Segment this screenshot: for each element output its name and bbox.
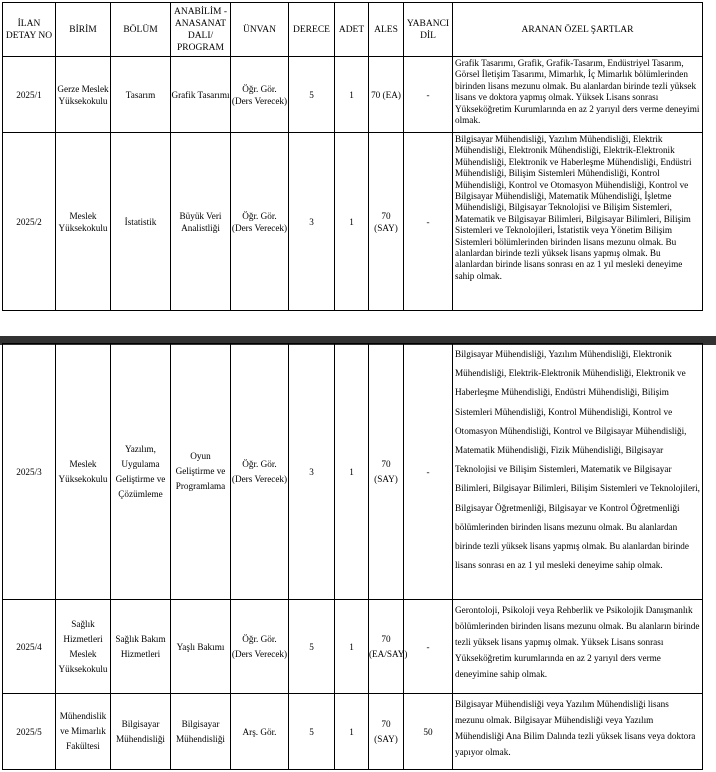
table-row <box>3 57 703 133</box>
header-unvan: ÜNVAN <box>231 3 289 57</box>
ales-cell: 70 (EA/SAY) <box>369 600 404 694</box>
sartlar-cell: Bilgisayar Mühendisliği, Yazılım Mühendisliği, Elektronik Mühendisliği, Elektrik-Elektronik Mühendisliği, Elektronik ve Haberleşme Mühendisliği, Endüstri Mühendisliği, Bilişim Sistemleri Mühendisliği, Kontrol Mühendisliği, Kontrol ve Otomasyon Mühendisliği, Kontrol ve Bilgisayar Mühendisliği, Matematik Mühendisliği, Fizik Mühendisliği, Bilgisayar Teknolojisi ve Bilişim Sistemleri, Matematik ve Bilgisayar Bilimleri, Bilgisayar Bilimleri, Bilişim Sistemleri ve Teknolojileri, Bilgisayar Öğretmenliği, Bilgisayar ve Kontrol Öğretmenliği bölümlerinden birinden lisans mezunu olmak. Bu alanlardan birinde tezli yüksek lisans yapmış olmak. Bu alanlardan birinde lisans sonrası en az 1 yıl mesleki deneyime sahip olmak. <box>453 344 703 600</box>
ales-cell: 70 (SAY) <box>369 133 404 311</box>
positions-table-part-2 <box>2 343 703 770</box>
unvan-cell: Öğr. Gör. (Ders Verecek) <box>231 600 289 694</box>
header-sartlar: ARANAN ÖZEL ŞARTLAR <box>453 3 703 57</box>
sartlar-cell: Grafik Tasarımı, Grafik, Grafik-Tasarım, Endüstriyel Tasarım, Görsel İletişim Tasarımı, Mimarlık, İç Mimarlık bölümlerinden birinden lisans mezunu olmak. Bu alanlardan birinde tezli yüksek lisans ve doktora yapmış olmak. Yüksek Lisans sonrası Yükseköğretim Kurumlarında en az 2 yarıyıl ders verme deneyimi olmak. <box>453 57 703 133</box>
adet-cell: 1 <box>335 57 369 133</box>
yabanci-dil-cell: - <box>404 344 453 600</box>
header-bolum: BÖLÜM <box>111 3 171 57</box>
derece-cell: 5 <box>289 694 335 770</box>
unvan-cell: Öğr. Gör. (Ders Verecek) <box>231 344 289 600</box>
bolum-cell: Tasarım <box>111 57 171 133</box>
header-row <box>3 3 703 57</box>
program-cell: Büyük Veri Analistliği <box>171 133 231 311</box>
ales-cell: 70 (SAY) <box>369 344 404 600</box>
positions-table-part-1 <box>2 2 703 311</box>
header-anabilim: ANABİLİM - ANASANAT DALI/ PROGRAM <box>171 3 231 57</box>
sartlar-cell: Bilgisayar Mühendisliği veya Yazılım Mühendisliği lisans mezunu olmak. Bilgisayar Mühendisliği veya Yazılım Mühendisliği Ana Bilim Dalında tezli yüksek lisans veya doktora yapıyor olmak. <box>453 694 703 770</box>
table-row <box>3 344 703 600</box>
sartlar-cell: Gerontoloji, Psikoloji veya Rehberlik ve Psikolojik Danışmanlık bölümlerinden birinden lisans mezunu olmak. Bu alanların birinde tezli yüksek lisans yapmış olmak. Yüksek Lisans sonrası Yükseköğretim kurumlarında en az 2 yarıyıl ders verme deneyimine sahip olmak. <box>453 600 703 694</box>
derece-cell: 3 <box>289 344 335 600</box>
derece-cell: 3 <box>289 133 335 311</box>
bolum-cell: İstatistik <box>111 133 171 311</box>
program-cell: Bilgisayar Mühendisliği <box>171 694 231 770</box>
header-birim: BİRİM <box>56 3 111 57</box>
ilan-no: 2025/1 <box>3 57 56 133</box>
ilan-no: 2025/3 <box>3 344 56 600</box>
yabanci-dil-cell: - <box>404 57 453 133</box>
yabanci-dil-cell: - <box>404 600 453 694</box>
derece-cell: 5 <box>289 600 335 694</box>
adet-cell: 1 <box>335 694 369 770</box>
unvan-cell: Arş. Gör. <box>231 694 289 770</box>
header-ales: ALES <box>369 3 404 57</box>
program-cell: Oyun Geliştirme ve Programlama <box>171 344 231 600</box>
table-row <box>3 133 703 311</box>
bolum-cell: Yazılım, Uygulama Geliştirme ve Çözümleme <box>111 344 171 600</box>
program-cell: Yaşlı Bakımı <box>171 600 231 694</box>
sartlar-cell: Bilgisayar Mühendisliği, Yazılım Mühendisliği, Elektrik Mühendisliği, Elektronik Mühendisliği, Elektrik-Elektronik Mühendisliği, Elektronik ve Haberleşme Mühendisliği, Endüstri Mühendisliği, Bilişim Sistemleri Mühendisliği, Kontrol Mühendisliği, Kontrol ve Otomasyon Mühendisliği, Kontrol ve Bilgisayar Mühendisliği, Matematik Mühendisliği, İşletme Mühendisliği, Bilgisayar Teknolojisi ve Bilişim Sistemleri, Matematik ve Bilgisayar Bilimleri, Bilgisayar Bilimleri, Bilişim Sistemleri ve Teknolojileri, İstatistik veya Yönetim Bilişim Sistemleri bölümlerinden birinden lisans mezunu olmak. Bu alanlardan birinde tezli yüksek lisans yapmış olmak. Bu alanlardan birinde lisans sonrası en az 1 yıl mesleki deneyime sahip olmak. <box>453 133 703 311</box>
header-ilan-detay: İLAN DETAY NO <box>3 3 56 57</box>
header-adet: ADET <box>335 3 369 57</box>
header-yabanci-dil: YABANCI DİL <box>404 3 453 57</box>
program-cell: Grafik Tasarımı <box>171 57 231 133</box>
birim-cell: Gerze Meslek Yüksekokulu <box>56 57 111 133</box>
unvan-cell: Öğr. Gör. (Ders Verecek) <box>231 57 289 133</box>
bolum-cell: Sağlık Bakım Hizmetleri <box>111 600 171 694</box>
adet-cell: 1 <box>335 344 369 600</box>
derece-cell: 5 <box>289 57 335 133</box>
birim-cell: Sağlık Hizmetleri Meslek Yüksekokulu <box>56 600 111 694</box>
ilan-no: 2025/4 <box>3 600 56 694</box>
ilan-no: 2025/5 <box>3 694 56 770</box>
birim-cell: Mühendislik ve Mimarlık Fakültesi <box>56 694 111 770</box>
ales-cell: 70 (EA) <box>369 57 404 133</box>
ales-cell: 70 (SAY) <box>369 694 404 770</box>
adet-cell: 1 <box>335 133 369 311</box>
table-row <box>3 694 703 770</box>
ilan-no: 2025/2 <box>3 133 56 311</box>
bolum-cell: Bilgisayar Mühendisliği <box>111 694 171 770</box>
yabanci-dil-cell: - <box>404 133 453 311</box>
birim-cell: Meslek Yüksekokulu <box>56 133 111 311</box>
adet-cell: 1 <box>335 600 369 694</box>
birim-cell: Meslek Yüksekokulu <box>56 344 111 600</box>
table-row <box>3 600 703 694</box>
yabanci-dil-cell: 50 <box>404 694 453 770</box>
unvan-cell: Öğr. Gör. (Ders Verecek) <box>231 133 289 311</box>
header-derece: DERECE <box>289 3 335 57</box>
